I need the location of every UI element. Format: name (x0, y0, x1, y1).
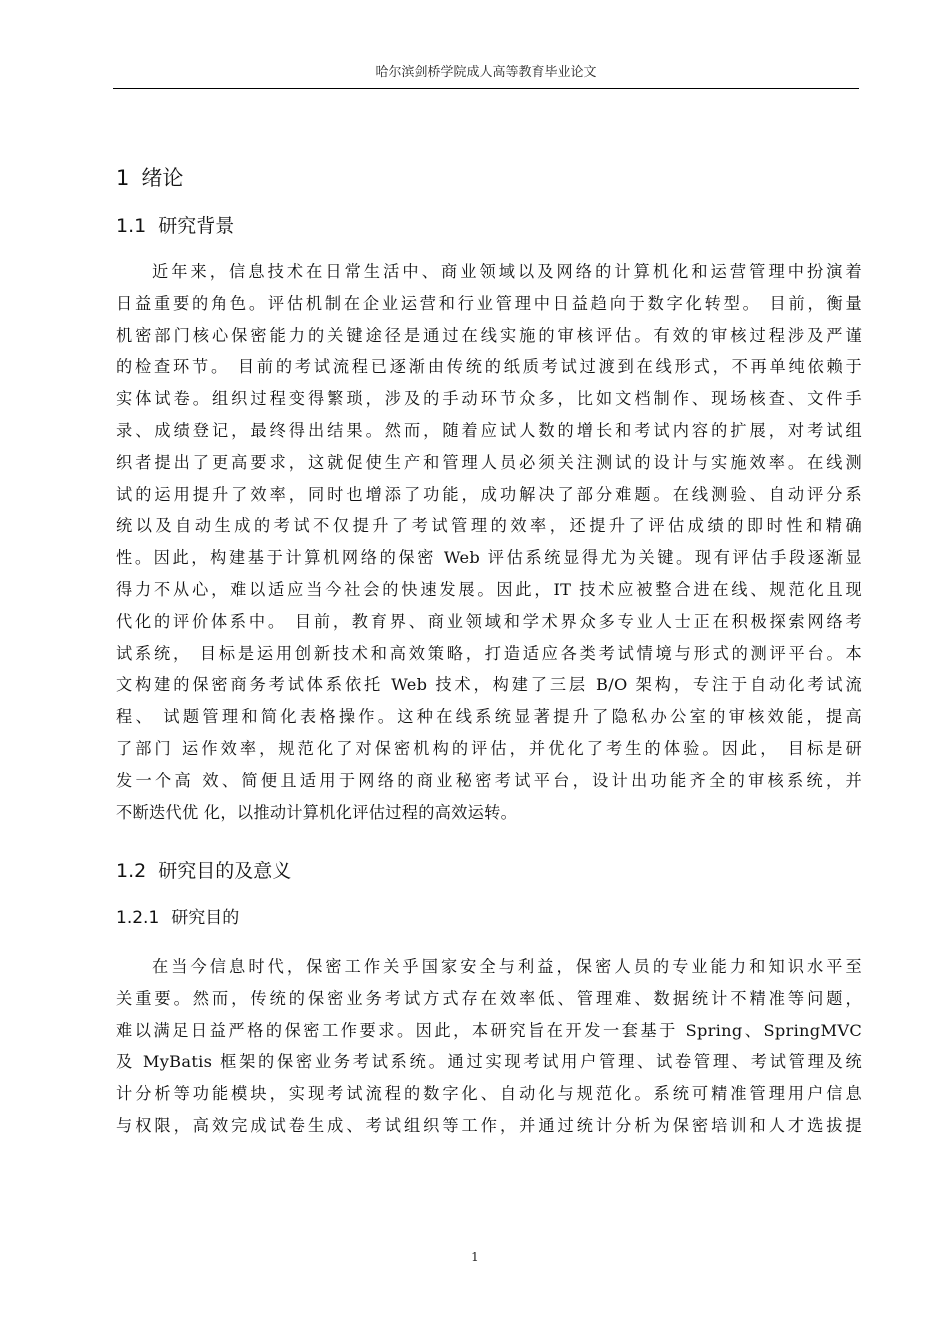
paragraph-line: 录、成绩登记，最终得出结果。然而，随着应试人数的增长和考试内容的扩展，对考试组 (116, 420, 862, 440)
page-number: 1 (471, 1250, 479, 1264)
paragraph-purpose (116, 951, 862, 1142)
section-number: 1.2 (116, 860, 147, 882)
paragraph-line: 关重要。然而，传统的保密业务考试方式存在效率低、管理难、数据统计不精准等问题， (116, 988, 862, 1008)
paragraph-line: 不断迭代优 化，以推动计算机化评估过程的高效运转。 (116, 802, 518, 822)
paragraph-line: 织者提出了更高要求，这就促使生产和管理人员必须关注测试的设计与实施效率。在线测 (116, 452, 862, 472)
subsection-heading-1-2-1 (116, 906, 239, 930)
chapter-title: 绪论 (141, 166, 184, 190)
paragraph-line: 难以满足日益严格的保密工作要求。因此，本研究旨在开发一套基于 Spring、SpringMVC (116, 1020, 862, 1040)
paragraph-line: 发一个高 效、简便且适用于网络的商业秘密考试平台，设计出功能齐全的审核系统，并 (116, 770, 862, 790)
page-header: 哈尔滨剑桥学院成人高等教育毕业论文 (375, 65, 597, 80)
paragraph-line: 机密部门核心保密能力的关键途径是通过在线实施的审核评估。有效的审核过程涉及严谨 (116, 325, 862, 345)
chapter-number: 1 (116, 166, 130, 190)
paragraph-background (116, 256, 862, 828)
subsection-title: 研究目的 (171, 908, 240, 928)
paragraph-line: 在当今信息时代，保密工作关乎国家安全与利益，保密人员的专业能力和知识水平至 (152, 957, 862, 976)
paragraph-line: 代化的评价体系中。 目前，教育界、商业领域和学术界众多专业人士正在积极探索网络考 (116, 611, 862, 631)
section-heading-1-2 (116, 858, 291, 884)
subsection-number: 1.2.1 (116, 908, 160, 928)
paragraph-line: 试系统， 目标是运用创新技术和高效策略，打造适应各类考试情境与形式的测评平台。本 (116, 643, 862, 663)
paragraph-line: 实体试卷。组织过程变得繁琐，涉及的手动环节众多，比如文档制作、现场核查、文件手 (116, 389, 862, 409)
section-title: 研究背景 (158, 215, 235, 237)
paragraph-line: 得力不从心，难以适应当今社会的快速发展。因此，IT 技术应被整合进在线、规范化且现 (116, 579, 862, 599)
header-rule (113, 88, 859, 89)
chapter-heading (116, 164, 183, 192)
section-heading-1-1 (116, 213, 234, 239)
section-number: 1.1 (116, 215, 147, 237)
section-title: 研究目的及意义 (158, 860, 292, 882)
paragraph-line: 及 MyBatis 框架的保密业务考试系统。通过实现考试用户管理、试卷管理、考试管理及统 (116, 1052, 862, 1072)
paragraph-line: 文构建的保密商务考试体系依托 Web 技术，构建了三层 B/O 架构，专注于自动化考试流 (116, 675, 862, 695)
paragraph-line: 了部门 运作效率，规范化了对保密机构的评估，并优化了考生的体验。因此， 目标是研 (116, 738, 862, 758)
paragraph-line: 性。因此，构建基于计算机网络的保密 Web 评估系统显得尤为关键。现有评估手段逐渐显 (116, 548, 862, 568)
paragraph-line: 程、 试题管理和简化表格操作。这种在线系统显著提升了隐私办公室的审核效能，提高 (116, 707, 862, 727)
paragraph-line: 统以及自动生成的考试不仅提升了考试管理的效率，还提升了评估成绩的即时性和精确 (116, 516, 862, 536)
paragraph-line: 近年来，信息技术在日常生活中、商业领域以及网络的计算机化和运营管理中扮演着 (152, 262, 862, 281)
paragraph-line: 计分析等功能模块，实现考试流程的数字化、自动化与规范化。系统可精准管理用户信息 (116, 1084, 862, 1104)
paragraph-line: 与权限，高效完成试卷生成、考试组织等工作，并通过统计分析为保密培训和人才选拔提 (116, 1115, 862, 1135)
paragraph-line: 试的运用提升了效率，同时也增添了功能，成功解决了部分难题。在线测验、自动评分系 (116, 484, 862, 504)
paragraph-line: 的检查环节。 目前的考试流程已逐渐由传统的纸质考试过渡到在线形式，不再单纯依赖于 (116, 357, 862, 377)
paragraph-line: 日益重要的角色。评估机制在企业运营和行业管理中日益趋向于数字化转型。 目前，衡量 (116, 293, 862, 313)
